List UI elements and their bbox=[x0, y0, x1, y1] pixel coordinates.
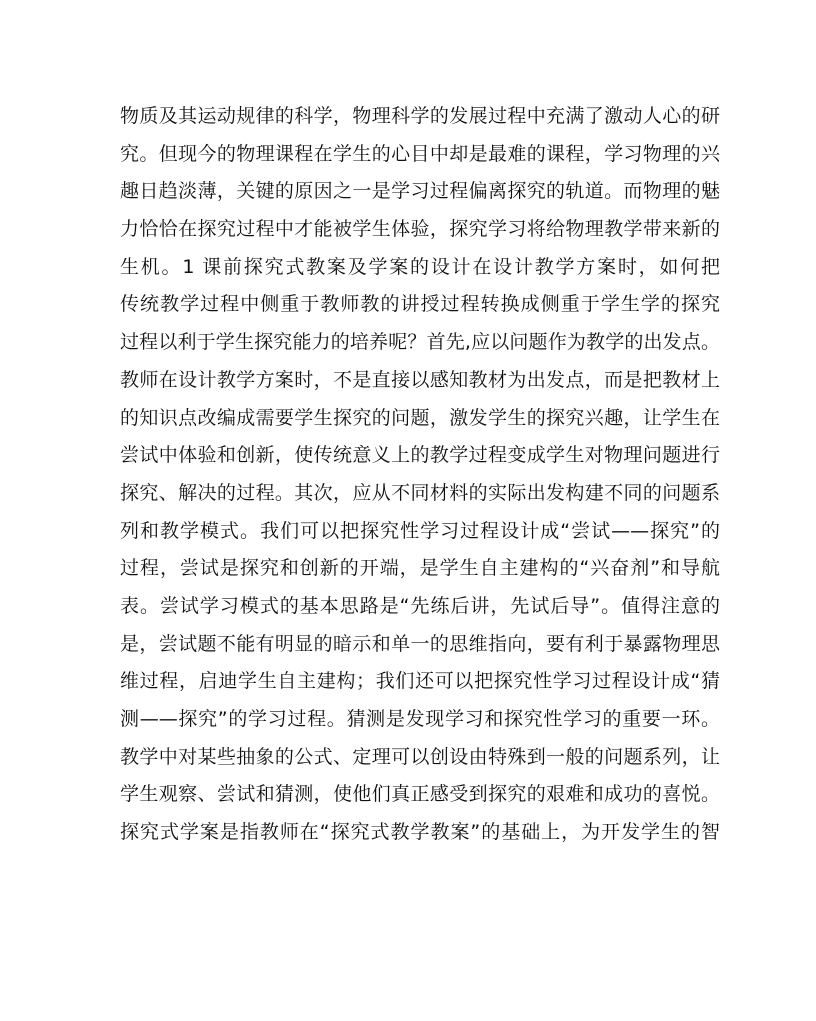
text-line: 表。尝试学习模式的基本思路是“先练后讲，先试后导”。值得注意的 bbox=[120, 594, 720, 617]
text-line: 学生观察、尝试和猜测，使他们真正感受到探究的艰难和成功的喜悦。 bbox=[120, 783, 720, 806]
text-line: 探究、解决的过程。其次，应从不同材料的实际出发构建不同的问题系 bbox=[120, 481, 720, 504]
text-line: 维过程，启迪学生自主建构；我们还可以把探究性学习过程设计成“猜 bbox=[120, 670, 720, 693]
text-line: 的知识点改编成需要学生探究的问题，激发学生的探究兴趣，让学生在 bbox=[120, 406, 720, 429]
text-line: 测——探究”的学习过程。猜测是发现学习和探究性学习的重要一环。 bbox=[120, 708, 720, 730]
text-line: 过程以利于学生探究能力的培养呢？首先,应以问题作为教学的出发点。 bbox=[120, 331, 720, 354]
body-text bbox=[120, 98, 720, 852]
text-line: 教师在设计教学方案时，不是直接以感知教材为出发点，而是把教材上 bbox=[120, 368, 720, 391]
text-line: 传统教学过程中侧重于教师教的讲授过程转换成侧重于学生学的探究 bbox=[120, 293, 720, 316]
text-line: 尝试中体验和创新，使传统意义上的教学过程变成学生对物理问题进行 bbox=[120, 444, 720, 467]
text-line: 生机。1 课前探究式教案及学案的设计在设计教学方案时，如何把 bbox=[120, 255, 720, 278]
text-line: 列和教学模式。我们可以把探究性学习过程设计成“尝试——探究”的 bbox=[120, 519, 720, 542]
text-line: 是，尝试题不能有明显的暗示和单一的思维指向，要有利于暴露物理思 bbox=[120, 632, 720, 655]
text-line: 究。但现今的物理课程在学生的心目中却是最难的课程，学习物理的兴 bbox=[120, 142, 720, 165]
text-line: 探究式学案是指教师在“探究式教学教案”的基础上，为开发学生的智 bbox=[120, 821, 720, 844]
text-line: 过程，尝试是探究和创新的开端，是学生自主建构的“兴奋剂”和导航 bbox=[120, 557, 720, 580]
text-line: 物质及其运动规律的科学，物理科学的发展过程中充满了激动人心的研 bbox=[120, 105, 720, 127]
text-line: 教学中对某些抽象的公式、定理可以创设由特殊到一般的问题系列，让 bbox=[120, 745, 720, 768]
text-line: 力恰恰在探究过程中才能被学生体验，探究学习将给物理教学带来新的 bbox=[120, 218, 720, 241]
text-line: 趣日趋淡薄，关键的原因之一是学习过程偏离探究的轨道。而物理的魅 bbox=[120, 180, 720, 203]
